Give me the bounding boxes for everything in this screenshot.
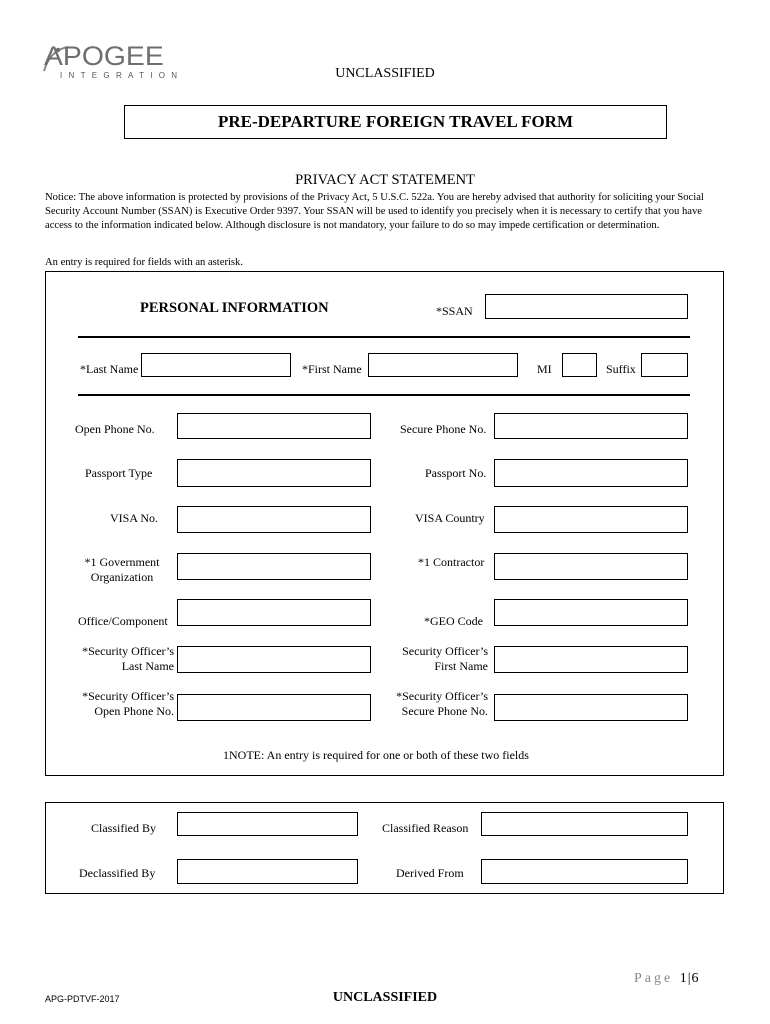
security-officer-open-phone-input[interactable] — [177, 694, 371, 721]
security-officer-secure-phone-input[interactable] — [494, 694, 688, 721]
privacy-notice: Notice: The above information is protected by provisions of the Privacy Act, 5 U.S.C. 522a. You are hereby advised that authority for soliciting your Social Security Account Number (SSAN) is Executive Order 9397. Your SSAN will be used to identify you precisely when it is necessary to certify that you have access to the information indicated below. Although disclosure is not mandatory, your failure to do so may impede certification or determination. — [45, 192, 704, 231]
page-number-value: 1|6 — [679, 971, 700, 986]
mi-input[interactable] — [562, 353, 597, 377]
divider-middle — [78, 394, 690, 396]
one-entry-note: 1NOTE: An entry is required for one or both of these two fields — [223, 748, 529, 762]
security-officer-first-name-label-line1: Security Officer’s — [402, 644, 488, 658]
suffix-input[interactable] — [641, 353, 688, 377]
classified-reason-label: Classified Reason — [382, 821, 469, 835]
logo-subtext: INTEGRATION — [60, 71, 184, 80]
open-phone-label: Open Phone No. — [75, 422, 155, 436]
office-component-input[interactable] — [177, 599, 371, 626]
visa-no-label: VISA No. — [110, 511, 159, 525]
declassified-by-label: Declassified By — [79, 866, 156, 880]
form-title-box — [124, 105, 667, 139]
security-officer-first-name-label — [370, 644, 488, 674]
open-phone-input[interactable] — [177, 413, 371, 439]
first-name-input[interactable] — [368, 353, 518, 377]
visa-no-input[interactable] — [177, 506, 371, 533]
secure-phone-label: Secure Phone No. — [400, 422, 487, 436]
page-number — [634, 971, 700, 987]
last-name-label: *Last Name — [80, 362, 139, 376]
government-organization-input[interactable] — [177, 553, 371, 580]
geo-code-input[interactable] — [494, 599, 688, 626]
security-officer-first-name-input[interactable] — [494, 646, 688, 673]
government-organization-label-line2: Organization — [90, 570, 154, 584]
declassified-by-input[interactable] — [177, 859, 358, 884]
security-officer-secure-phone-label-line1: *Security Officer’s — [396, 689, 488, 703]
classified-by-label: Classified By — [91, 821, 156, 835]
passport-type-input[interactable] — [177, 459, 371, 487]
privacy-act-title: PRIVACY ACT STATEMENT — [295, 172, 475, 188]
security-officer-last-name-label — [60, 644, 174, 674]
form-title: PRE-DEPARTURE FOREIGN TRAVEL FORM — [217, 112, 574, 131]
security-officer-last-name-label-line2: Last Name — [121, 659, 174, 673]
passport-no-label: Passport No. — [425, 466, 487, 480]
divider-top — [78, 336, 690, 338]
secure-phone-input[interactable] — [494, 413, 688, 439]
government-organization-label-line1: *1 Government — [84, 555, 160, 569]
classified-reason-input[interactable] — [481, 812, 688, 836]
passport-no-input[interactable] — [494, 459, 688, 487]
security-officer-open-phone-label — [60, 689, 174, 719]
visa-country-input[interactable] — [494, 506, 688, 533]
government-organization-label — [72, 555, 172, 585]
derived-from-input[interactable] — [481, 859, 688, 884]
classified-by-input[interactable] — [177, 812, 358, 836]
contractor-label: *1 Contractor — [418, 555, 485, 569]
office-component-label: Office/Component — [78, 614, 168, 628]
security-officer-last-name-input[interactable] — [177, 646, 371, 673]
logo-text: APOGEE — [44, 41, 164, 71]
first-name-label: *First Name — [302, 362, 362, 376]
passport-type-label: Passport Type — [85, 466, 153, 480]
security-officer-secure-phone-label-line2: Secure Phone No. — [401, 704, 488, 718]
suffix-label: Suffix — [606, 362, 636, 376]
visa-country-label: VISA Country — [415, 511, 485, 525]
security-officer-last-name-label-line1: *Security Officer’s — [82, 644, 174, 658]
form-code: APG-PDTVF-2017 — [45, 994, 120, 1004]
ssan-input[interactable] — [485, 294, 688, 319]
security-officer-first-name-label-line2: First Name — [434, 659, 488, 673]
ssan-label: *SSAN — [436, 304, 473, 318]
page-word: Page — [634, 971, 674, 986]
personal-information-title: PERSONAL INFORMATION — [140, 300, 329, 316]
contractor-input[interactable] — [494, 553, 688, 580]
footer-classification: UNCLASSIFIED — [332, 990, 438, 1005]
security-officer-secure-phone-label — [370, 689, 488, 719]
derived-from-label: Derived From — [396, 866, 464, 880]
header-classification: UNCLASSIFIED — [335, 66, 435, 81]
geo-code-label: *GEO Code — [424, 614, 483, 628]
entry-required-note: An entry is required for fields with an asterisk. — [45, 257, 243, 268]
security-officer-open-phone-label-line2: Open Phone No. — [94, 704, 174, 718]
security-officer-open-phone-label-line1: *Security Officer’s — [82, 689, 174, 703]
mi-label: MI — [537, 362, 552, 376]
last-name-input[interactable] — [141, 353, 291, 377]
